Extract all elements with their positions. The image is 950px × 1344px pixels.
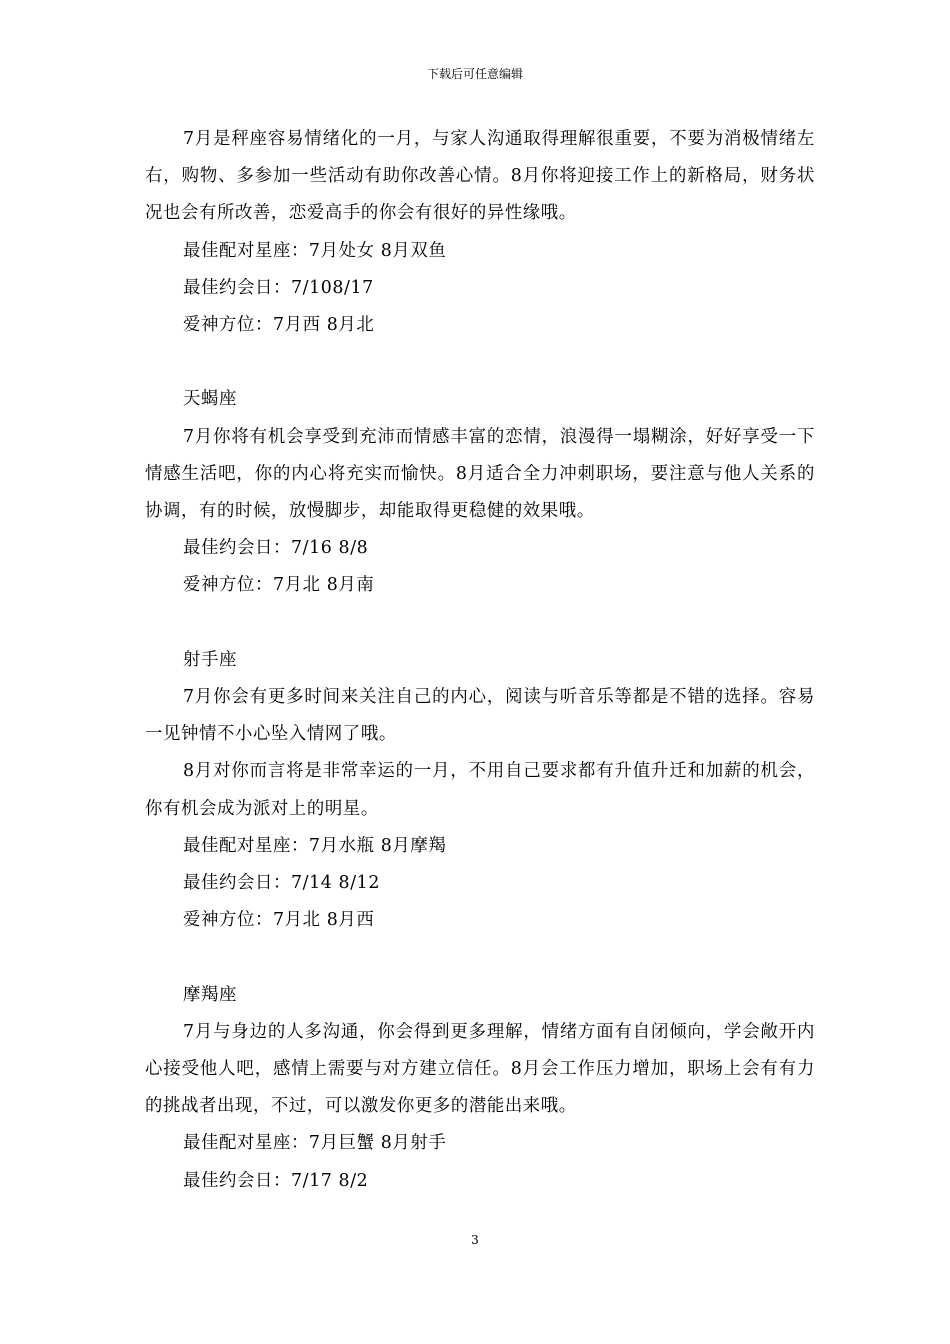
scorpio-love-direction: 爱神方位：7月北 8月南 xyxy=(183,575,375,596)
sagittarius-best-match: 最佳配对星座：7月水瓶 8月摩羯 xyxy=(183,835,447,856)
capricorn-best-date: 最佳约会日：7/17 8/2 xyxy=(183,1170,369,1191)
section-spacer xyxy=(145,939,815,976)
sagittarius-title: 射手座 xyxy=(183,649,237,670)
sagittarius-section xyxy=(145,642,815,940)
libra-body: 7月是秤座容易情绪化的一月，与家人沟通取得理解很重要，不要为消极情绪左右，购物、多参加一些活动有助你改善心情。8月你将迎接工作上的新格局，财务状况也会有所改善，恋爱高手的你会有很好的异性缘哦。 xyxy=(145,129,815,224)
scorpio-title: 天蝎座 xyxy=(183,389,237,410)
sagittarius-best-date: 最佳约会日：7/14 8/12 xyxy=(183,873,380,894)
libra-best-match: 最佳配对星座：7月处女 8月双鱼 xyxy=(183,240,447,261)
document-body xyxy=(145,121,815,1200)
scorpio-best-date: 最佳约会日：7/16 8/8 xyxy=(183,538,369,559)
section-spacer xyxy=(145,605,815,642)
scorpio-body: 7月你将有机会享受到充沛而情感丰富的恋情，浪漫得一塌糊涂，好好享受一下情感生活吧，你的内心将充实而愉快。8月适合全力冲刺职场，要注意与他人关系的协调，有的时候，放慢脚步，却能取得更稳健的效果哦。 xyxy=(145,426,815,522)
section-spacer xyxy=(145,344,815,381)
sagittarius-body-2: 8月对你而言将是非常幸运的一月，不用自己要求都有升值升迁和加薪的机会，你有机会成为派对上的明星。 xyxy=(145,761,815,819)
libra-best-date: 最佳约会日：7/108/17 xyxy=(183,277,374,298)
libra-love-direction: 爱神方位：7月西 8月北 xyxy=(183,315,375,336)
sagittarius-love-direction: 爱神方位：7月北 8月西 xyxy=(183,910,375,931)
capricorn-title: 摩羯座 xyxy=(183,984,237,1005)
page-number: 3 xyxy=(471,1233,479,1247)
capricorn-body: 7月与身边的人多沟通，你会得到更多理解，情绪方面有自闭倾向，学会敞开内心接受他人吧，感情上需要与对方建立信任。8月会工作压力增加，职场上会有有力的挑战者出现，不过，可以激发你更多的潜能出来哦。 xyxy=(145,1021,815,1117)
page-header: 下载后可任意编辑 xyxy=(426,67,523,81)
capricorn-best-match: 最佳配对星座：7月巨蟹 8月射手 xyxy=(183,1133,447,1154)
libra-section xyxy=(145,121,815,344)
sagittarius-body-1: 7月你会有更多时间来关注自己的内心，阅读与听音乐等都是不错的选择。容易一见钟情不小心坠入情网了哦。 xyxy=(145,687,815,745)
capricorn-section xyxy=(145,977,815,1200)
scorpio-section xyxy=(145,381,815,604)
